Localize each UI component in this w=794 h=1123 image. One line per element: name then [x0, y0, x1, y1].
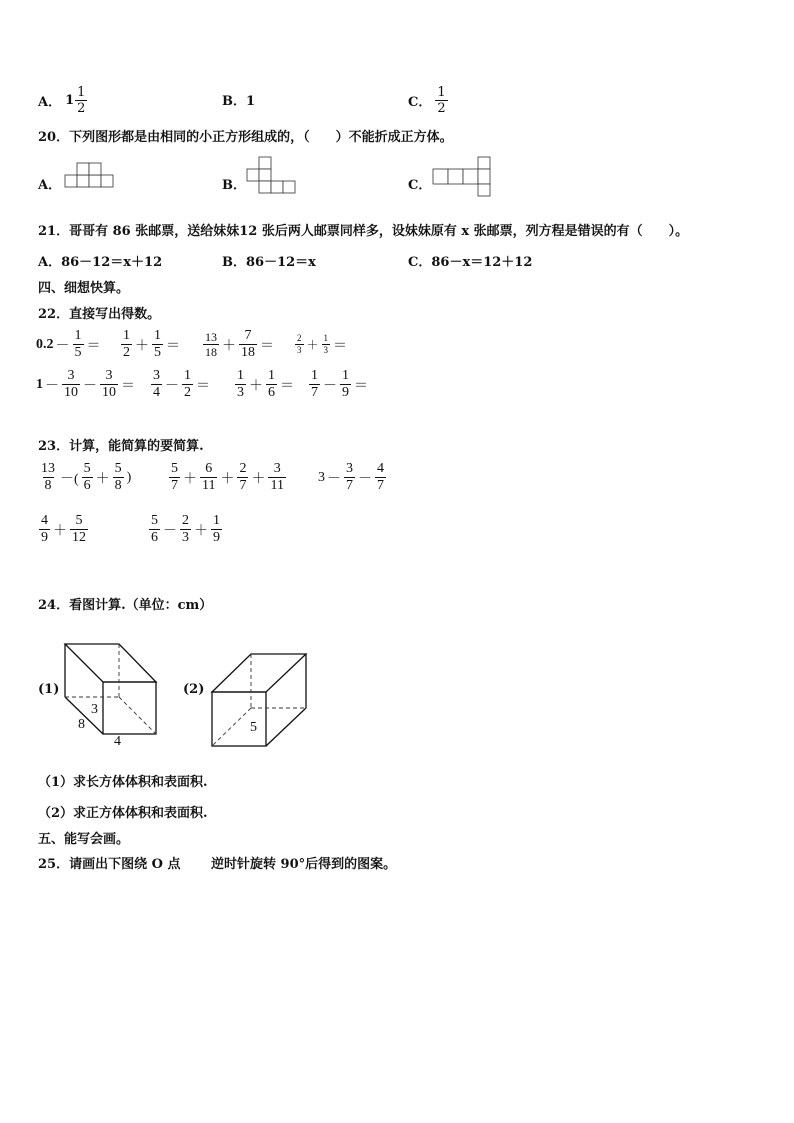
q22-expr-2: $\frac{1}{2}$ ＋ $\frac{1}{5}$ ＝: [123, 328, 180, 360]
q23-expr-3: 3 － $\frac{3}{7}$ － $\frac{4}{7}$: [318, 461, 384, 493]
q24-cuboid-length: 4: [114, 734, 121, 749]
q21-option-c[interactable]: C．86－x＝12＋12: [408, 255, 533, 270]
q24-cuboid-width: 8: [78, 717, 85, 732]
q24-sub-question-2: （2）求正方体体积和表面积.: [38, 806, 208, 821]
q24-figure-1-label: (1): [38, 682, 60, 697]
q22-expr-8: $\frac{1}{7}$ － $\frac{1}{9}$ ＝: [311, 368, 368, 400]
q23-expr-2: $\frac{5}{7}$ ＋ $\frac{6}{11}$ ＋ $\frac{2}{7}$ ＋ $\frac{3}{11}$: [171, 461, 284, 493]
q21-option-a[interactable]: A．86－12＝x＋12: [38, 255, 163, 270]
q21-option-b[interactable]: B．86－12＝x: [222, 255, 316, 270]
q23-stem: 23．计算，能简算的要简算.: [38, 439, 204, 454]
q22-expr-5: 1 － $\frac{3}{10}$ － $\frac{3}{10}$ ＝: [36, 368, 135, 400]
q22-expr-7: $\frac{1}{3}$ ＋ $\frac{1}{6}$ ＝: [237, 368, 294, 400]
q24-cuboid-figure: [58, 638, 162, 750]
q19-option-a[interactable]: A． 1 $\frac{1}{2}$: [38, 85, 86, 116]
q24-cuboid-height: 3: [91, 702, 98, 717]
q20-net-c: [432, 156, 494, 198]
q22-expr-3: $\frac{13}{18}$ ＋ $\frac{7}{18}$ ＝: [205, 328, 274, 360]
q24-cube-figure: [206, 650, 310, 750]
q19-option-b[interactable]: B．1: [222, 94, 256, 109]
q22-expr-4: $\frac{2}{3}$ ＋ $\frac{1}{3}$ ＝: [297, 333, 348, 355]
q20-stem: 20．下列图形都是由相同的小正方形组成的，（ ）不能折成正方体。: [38, 130, 453, 145]
q25-stem-part-a: 25．请画出下图绕 O 点: [38, 857, 181, 872]
q19-option-a-fraction: $\frac{1}{2}$: [77, 85, 86, 116]
q20-net-a: [64, 162, 118, 190]
q24-figure-2-label: (2): [183, 682, 205, 697]
q22-stem: 22．直接写出得数。: [38, 307, 161, 322]
q25-stem-part-b: 逆时针旋转 90°后得到的图案。: [211, 857, 397, 872]
q24-stem: 24．看图计算.（单位：cm）: [38, 598, 213, 613]
q23-expr-5: $\frac{5}{6}$ － $\frac{2}{3}$ ＋ $\frac{1}{9}$: [151, 513, 220, 545]
q20-option-a[interactable]: A．: [38, 178, 62, 193]
q19-option-c[interactable]: C． $\frac{1}{2}$: [408, 85, 446, 116]
q20-option-b[interactable]: B．: [222, 178, 246, 193]
q22-expr-6: $\frac{3}{4}$ － $\frac{1}{2}$ ＝: [153, 368, 210, 400]
q23-expr-4: $\frac{4}{9}$ ＋ $\frac{5}{12}$: [41, 513, 86, 545]
section-4-heading: 四、细想快算。: [38, 281, 130, 296]
q24-cube-side: 5: [250, 720, 257, 735]
q23-expr-1: $\frac{13}{8}$ －( $\frac{5}{6}$ ＋ $\frac{5}{8}$ ): [41, 461, 132, 493]
q20-option-c[interactable]: C．: [408, 178, 432, 193]
section-5-heading: 五、能写会画。: [38, 832, 130, 847]
q21-stem: 21．哥哥有 86 张邮票，送给妹妹12 张后两人邮票同样多，设妹妹原有 x 张邮票，列方程是错误的有（ ）。: [38, 224, 689, 239]
q19-option-c-fraction: $\frac{1}{2}$: [437, 85, 446, 116]
q22-expr-1: 0.2 － $\frac{1}{5}$ ＝: [36, 328, 101, 360]
q20-net-b: [246, 156, 300, 198]
q24-sub-question-1: （1）求长方体体积和表面积.: [38, 775, 208, 790]
